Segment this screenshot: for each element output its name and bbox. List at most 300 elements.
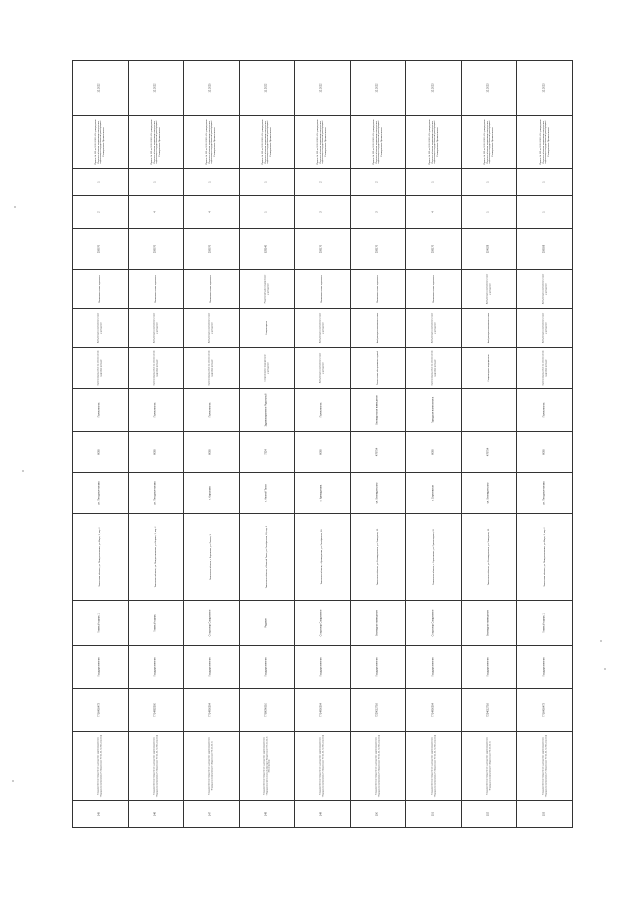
cell-activity: Техническое обслуживание зданий bbox=[376, 351, 379, 385]
cell-inn: 7714982300 bbox=[153, 703, 157, 717]
cell-num: 146 bbox=[153, 811, 157, 817]
table-cell bbox=[184, 646, 240, 689]
cell-city: ул. Безлюдинского bbox=[375, 482, 379, 504]
cell-inn: 7716455473 bbox=[97, 703, 101, 717]
table-cell bbox=[517, 601, 573, 646]
cell-status: Приказ № 125 от 12.12.2022 «Об утверждении Перечня объектов недвижимого имущества, подлежащих государственной регистрации» Распоряжение Правительства bbox=[539, 119, 550, 165]
cell-area: 258070 bbox=[97, 244, 101, 254]
table-cell bbox=[73, 432, 129, 473]
field-band-city bbox=[73, 473, 573, 514]
table-cell bbox=[406, 473, 462, 514]
table-cell bbox=[406, 116, 462, 169]
cell-address: Тюменская область, г. Корсаково, ул. Ленина, 5 bbox=[210, 534, 213, 580]
table-cell bbox=[517, 309, 573, 348]
table-cell bbox=[239, 61, 295, 116]
table-cell bbox=[239, 348, 295, 389]
table-cell bbox=[73, 646, 129, 689]
table-cell bbox=[239, 116, 295, 169]
table-cell bbox=[73, 732, 129, 801]
table-cell bbox=[406, 689, 462, 732]
table-cell bbox=[406, 169, 462, 196]
cell-num: 150 bbox=[375, 811, 379, 817]
cell-ownership: Государственная bbox=[375, 657, 379, 677]
cell-code: 7324 bbox=[264, 449, 268, 455]
cell-kind1: Амбулаторно-поликлиническое учреждение bbox=[431, 312, 436, 344]
scan-speck bbox=[600, 640, 602, 642]
cell-category: Стационар Сооружение bbox=[320, 609, 323, 637]
table-cell bbox=[406, 389, 462, 432]
table-cell bbox=[73, 116, 129, 169]
scan-speck bbox=[22, 470, 24, 472]
field-band-address bbox=[73, 514, 573, 601]
cell-category: Безлюдное помещение bbox=[375, 610, 379, 636]
cell-c2: 1 bbox=[431, 181, 435, 183]
cell-inn: 7234012716 bbox=[486, 703, 490, 717]
table-cell bbox=[295, 689, 351, 732]
field-band-area bbox=[73, 229, 573, 270]
table-cell bbox=[239, 689, 295, 732]
field-band-date bbox=[73, 61, 573, 116]
table-cell bbox=[517, 689, 573, 732]
cell-num: 147 bbox=[208, 811, 212, 817]
table-cell bbox=[461, 689, 517, 732]
table-cell bbox=[461, 801, 517, 828]
cell-name: Государственное бюджетное учреждение здравоохранения «Городская клиническая больница» (Черкесское УЗ 24-31-7) (Начальство) bbox=[263, 736, 271, 796]
table-cell bbox=[184, 689, 240, 732]
cell-kind2: Поликлиническое отделение bbox=[321, 275, 324, 303]
cell-name: Государственное бюджетное учреждение здравоохранения «Городская поликлиника» (Черкесское УЗ 24-31-7) bbox=[208, 737, 214, 795]
table-cell bbox=[350, 229, 406, 270]
cell-code: 6065 bbox=[153, 449, 157, 455]
table-cell bbox=[184, 196, 240, 229]
table-cell bbox=[350, 116, 406, 169]
field-band-kind1 bbox=[73, 309, 573, 348]
table-cell bbox=[406, 601, 462, 646]
cell-inn: 7714950304 bbox=[208, 703, 212, 717]
cell-address: Тюменская область, г. Криводанова, ул. Октябрьская, 18 bbox=[321, 529, 324, 585]
cell-ownership: Государственная bbox=[486, 657, 490, 677]
cell-activity: Амбулаторно-поликлиническое учреждение bbox=[319, 352, 325, 384]
table-cell bbox=[239, 514, 295, 601]
table-cell bbox=[73, 601, 129, 646]
table-cell bbox=[350, 646, 406, 689]
table-cell bbox=[295, 389, 351, 432]
table-cell bbox=[350, 514, 406, 601]
cell-kind2: Амбулаторно-поликлиническое учреждение bbox=[542, 273, 547, 305]
cell-activity: Стационарное медицинское bbox=[487, 354, 490, 382]
table-cell bbox=[184, 432, 240, 473]
table-cell bbox=[128, 732, 184, 801]
cell-name: Государственное бюджетное учреждение здравоохранения «Городская поликлиника» (Черкесское УЗ 24-31-7) (Начальство) bbox=[153, 734, 158, 798]
table-cell bbox=[517, 348, 573, 389]
cell-num: 152 bbox=[486, 811, 490, 817]
cell-num: 145 bbox=[97, 811, 101, 817]
table-cell bbox=[239, 601, 295, 646]
scan-speck bbox=[12, 780, 14, 782]
table-cell bbox=[184, 116, 240, 169]
cell-address: Тюменская область, ул. Пятидесятникова, ул. Мира, 1, кор. 2 bbox=[99, 527, 102, 587]
cell-date: 12.2023 bbox=[486, 83, 490, 93]
cell-kind2: Амбулаторно-поликлиническое учреждение bbox=[486, 273, 492, 305]
table-cell bbox=[350, 348, 406, 389]
cell-inn: 7714950304 bbox=[431, 703, 435, 717]
cell-date: 12.2022 bbox=[320, 83, 323, 93]
cell-kind1: Амбулаторно-поликлиническое учреждение bbox=[319, 312, 325, 344]
cell-owner: Поликлиника bbox=[153, 402, 157, 418]
table-cell bbox=[406, 432, 462, 473]
cell-c1: 2 bbox=[97, 211, 101, 213]
table-cell bbox=[517, 514, 573, 601]
cell-status: Приказ № 125 от 12.12.2022 «Об утверждении Перечня объектов недвижимого имущества, подлежащих государственной регистрации» Распоряжение Правительства bbox=[261, 119, 272, 165]
table-cell bbox=[184, 732, 240, 801]
table-cell bbox=[128, 801, 184, 828]
table-cell bbox=[295, 196, 351, 229]
table-cell bbox=[184, 61, 240, 116]
cell-category: Главный корпус 1 bbox=[97, 613, 101, 633]
cell-c1: 4 bbox=[153, 211, 157, 213]
field-band-code bbox=[73, 432, 573, 473]
cell-status: Приказ № 125 от 12.12.2022 «Об утверждении Перечня объектов недвижимого имущества, подлежащих государственной регистрации» Распоряжение Правительства bbox=[206, 119, 216, 165]
cell-num: 149 bbox=[320, 811, 323, 817]
table-cell bbox=[128, 169, 184, 196]
cell-name: Государственное бюджетное учреждение здравоохранения «Городская поликлиника» (Черкесское УЗ 24-31-7) bbox=[486, 737, 492, 795]
table-cell bbox=[406, 732, 462, 801]
table-cell bbox=[239, 732, 295, 801]
cell-code: 6065 bbox=[542, 449, 546, 455]
table-cell bbox=[461, 601, 517, 646]
field-band-c2 bbox=[73, 169, 573, 196]
cell-city: ул. Пятидесятникова bbox=[542, 481, 546, 505]
cell-category: Главный корпус bbox=[153, 614, 157, 632]
table-cell bbox=[128, 689, 184, 732]
field-band-ownership bbox=[73, 646, 573, 689]
table-cell bbox=[295, 229, 351, 270]
table-cell bbox=[461, 389, 517, 432]
table-cell bbox=[295, 309, 351, 348]
cell-city: г. Нижний Тагил bbox=[264, 484, 268, 502]
table-cell bbox=[184, 601, 240, 646]
cell-status: Приказ № 125 от 12.12.2022 «Об утверждении Перечня объектов недвижимого имущества, подлежащих государственной регистрации» Распоряжение Правительства bbox=[428, 119, 439, 165]
cell-area: 324028 bbox=[486, 244, 490, 254]
table-cell bbox=[350, 196, 406, 229]
table-cell bbox=[350, 389, 406, 432]
table-cell bbox=[461, 646, 517, 689]
cell-owner: Поликлиника bbox=[542, 402, 546, 418]
field-band-activity bbox=[73, 348, 573, 389]
table-cell bbox=[406, 270, 462, 309]
field-band-owner bbox=[73, 389, 573, 432]
cell-c2: 1 bbox=[264, 181, 268, 183]
cell-date: 12.2022 bbox=[153, 83, 157, 93]
cell-c2: 1 bbox=[486, 181, 490, 183]
cell-name: Государственное бюджетное учреждение здравоохранения «Городская поликлиника» (Черкесское УЗ 24-31-7) (Начальство) bbox=[431, 734, 436, 798]
table-cell bbox=[239, 801, 295, 828]
table-cell bbox=[461, 514, 517, 601]
table-cell bbox=[295, 432, 351, 473]
table-cell bbox=[128, 389, 184, 432]
cell-activity: Стационарное медицинское учреждение bbox=[264, 354, 269, 382]
cell-status: Приказ № 125 от 12.12.2022 «Об утверждении Перечня объектов недвижимого имущества, подлежащих государственной регистрации» Распоряжение Правительства bbox=[95, 119, 105, 165]
cell-code: 6065 bbox=[208, 449, 212, 455]
table-cell bbox=[184, 270, 240, 309]
cell-kind1: Амбулаторно-поликлиническое учреждение bbox=[542, 312, 547, 344]
table-cell bbox=[406, 646, 462, 689]
table-cell bbox=[517, 473, 573, 514]
cell-code: 6065 bbox=[431, 449, 435, 455]
cell-c2: 1 bbox=[153, 181, 157, 183]
cell-status: Приказ № 125 от 12.12.2022 «Об утверждении Перечня объектов недвижимого имущества, подлежащих государственной регистрации» Распоряжение Правительства bbox=[484, 119, 494, 165]
table-cell bbox=[128, 309, 184, 348]
table-cell bbox=[239, 389, 295, 432]
cell-area: 258170 bbox=[375, 244, 379, 254]
table-cell bbox=[128, 229, 184, 270]
cell-address: Тюменская область, г. Нижний Тагил, ул. Октябрьская, 28, кор. 1 bbox=[265, 525, 268, 589]
cell-activity: Организация работ по обеспечению здоровья граждан bbox=[208, 350, 214, 386]
table-cell bbox=[350, 169, 406, 196]
table-cell bbox=[517, 61, 573, 116]
table-cell bbox=[295, 801, 351, 828]
cell-owner: Здравоохранение Родильный bbox=[264, 393, 268, 427]
cell-city: ул. Безлюдинского bbox=[486, 482, 490, 504]
table-cell bbox=[295, 169, 351, 196]
cell-kind1: Стационарное bbox=[265, 321, 268, 336]
cell-category: Главный корпус 1 bbox=[542, 613, 546, 633]
cell-num: 151 bbox=[431, 811, 435, 817]
table-cell bbox=[517, 169, 573, 196]
table-cell bbox=[73, 473, 129, 514]
table-cell bbox=[350, 473, 406, 514]
cell-ownership: Государственная bbox=[542, 657, 546, 677]
cell-c2: 2 bbox=[320, 181, 323, 183]
table-cell bbox=[517, 196, 573, 229]
table-cell bbox=[406, 229, 462, 270]
table-cell bbox=[73, 389, 129, 432]
cell-code: 478754 bbox=[486, 447, 490, 457]
table-cell bbox=[239, 196, 295, 229]
table-cell bbox=[184, 169, 240, 196]
cell-kind2: Поликлиническое отделение bbox=[154, 275, 157, 303]
field-band-c1 bbox=[73, 196, 573, 229]
table-cell bbox=[184, 348, 240, 389]
table-cell bbox=[128, 601, 184, 646]
table-cell bbox=[461, 196, 517, 229]
table-cell bbox=[461, 229, 517, 270]
cell-city: г. Сергиевское bbox=[431, 485, 435, 502]
cell-code: 6065 bbox=[320, 449, 323, 455]
table-cell bbox=[461, 270, 517, 309]
table-cell bbox=[73, 270, 129, 309]
table-cell bbox=[517, 732, 573, 801]
cell-kind2: Поликлиническое отделение bbox=[99, 275, 102, 303]
table-cell bbox=[406, 348, 462, 389]
cell-c1: 3 bbox=[320, 211, 323, 213]
table-cell bbox=[73, 348, 129, 389]
cell-num: 148 bbox=[264, 811, 268, 817]
cell-c1: 4 bbox=[431, 211, 435, 213]
cell-category: Родовое bbox=[264, 618, 268, 628]
table-cell bbox=[350, 432, 406, 473]
table-cell bbox=[295, 646, 351, 689]
cell-kind2: Поликлиническое отделение bbox=[432, 275, 435, 303]
table-cell bbox=[184, 229, 240, 270]
table-cell bbox=[461, 116, 517, 169]
cell-category: Безлюдное помещение bbox=[486, 610, 490, 636]
cell-address: Тюменская область, ул. Пятидесятникова, ул. Кирова, 1, кор. 2 bbox=[154, 526, 157, 588]
cell-c1: 1 bbox=[264, 211, 268, 213]
table-cell bbox=[350, 732, 406, 801]
cell-kind2: Поликлиническое отделение bbox=[376, 275, 379, 303]
table-cell bbox=[128, 348, 184, 389]
table-cell bbox=[184, 389, 240, 432]
field-band-name bbox=[73, 732, 573, 801]
table-cell bbox=[406, 196, 462, 229]
table-cell bbox=[128, 473, 184, 514]
table-cell bbox=[350, 61, 406, 116]
table-cell bbox=[406, 514, 462, 601]
cell-kind1: Амбулаторно-поликлиническое учреждение bbox=[208, 312, 214, 344]
cell-c1: 1 bbox=[486, 211, 490, 213]
table-cell bbox=[239, 432, 295, 473]
table-cell bbox=[350, 689, 406, 732]
cell-category: Стационар Сооружение bbox=[431, 609, 435, 637]
cell-c1: 1 bbox=[542, 211, 546, 213]
cell-area: 258170 bbox=[431, 244, 435, 254]
table-cell bbox=[350, 270, 406, 309]
cell-code: 478754 bbox=[375, 447, 379, 457]
field-band-kind2 bbox=[73, 270, 573, 309]
table-cell bbox=[517, 389, 573, 432]
table-cell bbox=[239, 229, 295, 270]
table-cell bbox=[239, 270, 295, 309]
cell-status: Приказ № 125 от 12.12.2022 «Об утверждении Перечня объектов недвижимого имущества, подлежащих государственной регистрации» Распоряжение Правительства bbox=[317, 119, 327, 165]
table-cell bbox=[73, 169, 129, 196]
field-band-num bbox=[73, 801, 573, 828]
cell-kind1: Амбулаторно-поликлиническое учреждение bbox=[97, 312, 103, 344]
table-cell bbox=[184, 473, 240, 514]
cell-ownership: Государственная bbox=[320, 657, 323, 677]
cell-c2: 1 bbox=[542, 181, 546, 183]
cell-owner: Городская поликлиника bbox=[431, 396, 435, 424]
table-cell bbox=[184, 309, 240, 348]
table-cell bbox=[184, 801, 240, 828]
table-cell bbox=[239, 646, 295, 689]
cell-address: Тюменская область, г. Сергиевское, ул. Гуманитарная, 22 bbox=[432, 529, 435, 585]
table-cell bbox=[73, 61, 129, 116]
cell-inn: 7716455473 bbox=[542, 703, 546, 717]
table-cell bbox=[128, 116, 184, 169]
cell-owner: Поликлиника bbox=[320, 402, 323, 418]
cell-status: Приказ № 125 от 12.12.2022 «Об утверждении Перечня объектов недвижимого имущества, подлежащих государственной регистрации» Распоряжение Правительства bbox=[373, 119, 383, 165]
cell-ownership: Государственная bbox=[97, 657, 101, 677]
scan-speck bbox=[604, 668, 606, 670]
field-band-status bbox=[73, 116, 573, 169]
table-cell bbox=[295, 348, 351, 389]
cell-kind1: Амбулаторно-поликлиническое bbox=[487, 312, 490, 344]
table-cell bbox=[461, 169, 517, 196]
field-band-inn bbox=[73, 689, 573, 732]
cell-area: 258170 bbox=[320, 244, 323, 254]
table-cell bbox=[295, 116, 351, 169]
cell-owner: Поликлиника bbox=[208, 402, 212, 418]
scan-speck bbox=[14, 206, 16, 208]
table-cell bbox=[73, 689, 129, 732]
cell-area: 258070 bbox=[208, 244, 212, 254]
table-cell bbox=[350, 601, 406, 646]
table-cell bbox=[517, 646, 573, 689]
table-cell bbox=[295, 473, 351, 514]
cell-status: Приказ № 125 от 12.12.2022 «Об утверждении Перечня объектов недвижимого имущества, подлежащих государственной регистрации» Распоряжение Правительства bbox=[150, 119, 161, 165]
cell-activity: Организация работ по обеспечению здоровья граждан bbox=[542, 350, 547, 386]
cell-activity: Организация работ по обеспечению здоровья граждан bbox=[97, 350, 103, 386]
cell-c1: 3 bbox=[375, 211, 379, 213]
table-cell bbox=[350, 309, 406, 348]
table-cell bbox=[128, 432, 184, 473]
table-cell bbox=[517, 270, 573, 309]
table-cell bbox=[517, 801, 573, 828]
cell-kind2: Поликлиническое отделение bbox=[210, 275, 213, 303]
table-cell bbox=[128, 196, 184, 229]
cell-category: Стационар Сооружение bbox=[208, 609, 212, 637]
cell-c1: 4 bbox=[208, 211, 212, 213]
cell-area: 258058 bbox=[542, 244, 546, 254]
cell-address: Тюменская область, ул. Пятидесятникова, ул. Мира, 1, кор. 2 bbox=[543, 527, 546, 587]
table-cell bbox=[73, 801, 129, 828]
cell-area: 528140 bbox=[264, 244, 268, 254]
cell-code: 6065 bbox=[97, 449, 101, 455]
cell-ownership: Государственная bbox=[264, 657, 268, 677]
cell-date: 11.2022 bbox=[264, 83, 268, 93]
cell-c2: 2 bbox=[375, 181, 379, 183]
table-cell bbox=[128, 270, 184, 309]
cell-name: Государственное бюджетное учреждение здравоохранения «Городская поликлиника» (Черкесское УЗ 24-31-7) (Начальство) bbox=[375, 734, 380, 798]
cell-city: ул. Пятидесятникова bbox=[97, 481, 101, 505]
table-cell bbox=[295, 514, 351, 601]
cell-c2: 1 bbox=[208, 181, 212, 183]
cell-kind1: Амбулаторно-поликлиническое учреждение bbox=[153, 312, 158, 344]
cell-address: Тюменская область, ул. Безлюдинского, ул. Заводская, 15 bbox=[376, 528, 379, 586]
cell-ownership: Государственная bbox=[431, 657, 435, 677]
cell-city: г. Криводанова bbox=[320, 484, 323, 502]
cell-area: 258070 bbox=[153, 244, 157, 254]
table-cell bbox=[295, 732, 351, 801]
table-cell bbox=[239, 309, 295, 348]
cell-city: ул. Пятидесятникова bbox=[153, 481, 157, 505]
table-cell bbox=[461, 348, 517, 389]
table-cell bbox=[517, 229, 573, 270]
cell-activity: Организация работ по обеспечению здоровья граждан bbox=[431, 350, 436, 386]
cell-num: 153 bbox=[542, 811, 546, 817]
table-cell bbox=[73, 196, 129, 229]
table-cell bbox=[128, 514, 184, 601]
field-band-category bbox=[73, 601, 573, 646]
cell-name: Государственное бюджетное учреждение здравоохранения «Городская поликлиника» (Черкесское УЗ 24-31-7) (Начальство) bbox=[319, 734, 325, 798]
rotated-register-table bbox=[72, 60, 573, 828]
table-cell bbox=[406, 309, 462, 348]
cell-inn: 7229012716 bbox=[375, 703, 379, 717]
table-cell bbox=[73, 514, 129, 601]
table-cell bbox=[295, 61, 351, 116]
table-cell bbox=[461, 432, 517, 473]
cell-inn: 7708090010 bbox=[264, 703, 268, 717]
table-cell bbox=[517, 116, 573, 169]
cell-date: 12.2022 bbox=[97, 83, 101, 93]
table-cell bbox=[461, 309, 517, 348]
cell-name: Государственное бюджетное учреждение здравоохранения «Городская поликлиника» (Черкесское УЗ 24-31-7) (Начальство) bbox=[542, 734, 547, 798]
cell-activity: Организация работ по обеспечению здоровья граждан bbox=[153, 350, 158, 386]
cell-owner: Поликлиника bbox=[97, 402, 101, 418]
table-cell bbox=[73, 229, 129, 270]
cell-date: 12.2023 bbox=[431, 83, 435, 93]
